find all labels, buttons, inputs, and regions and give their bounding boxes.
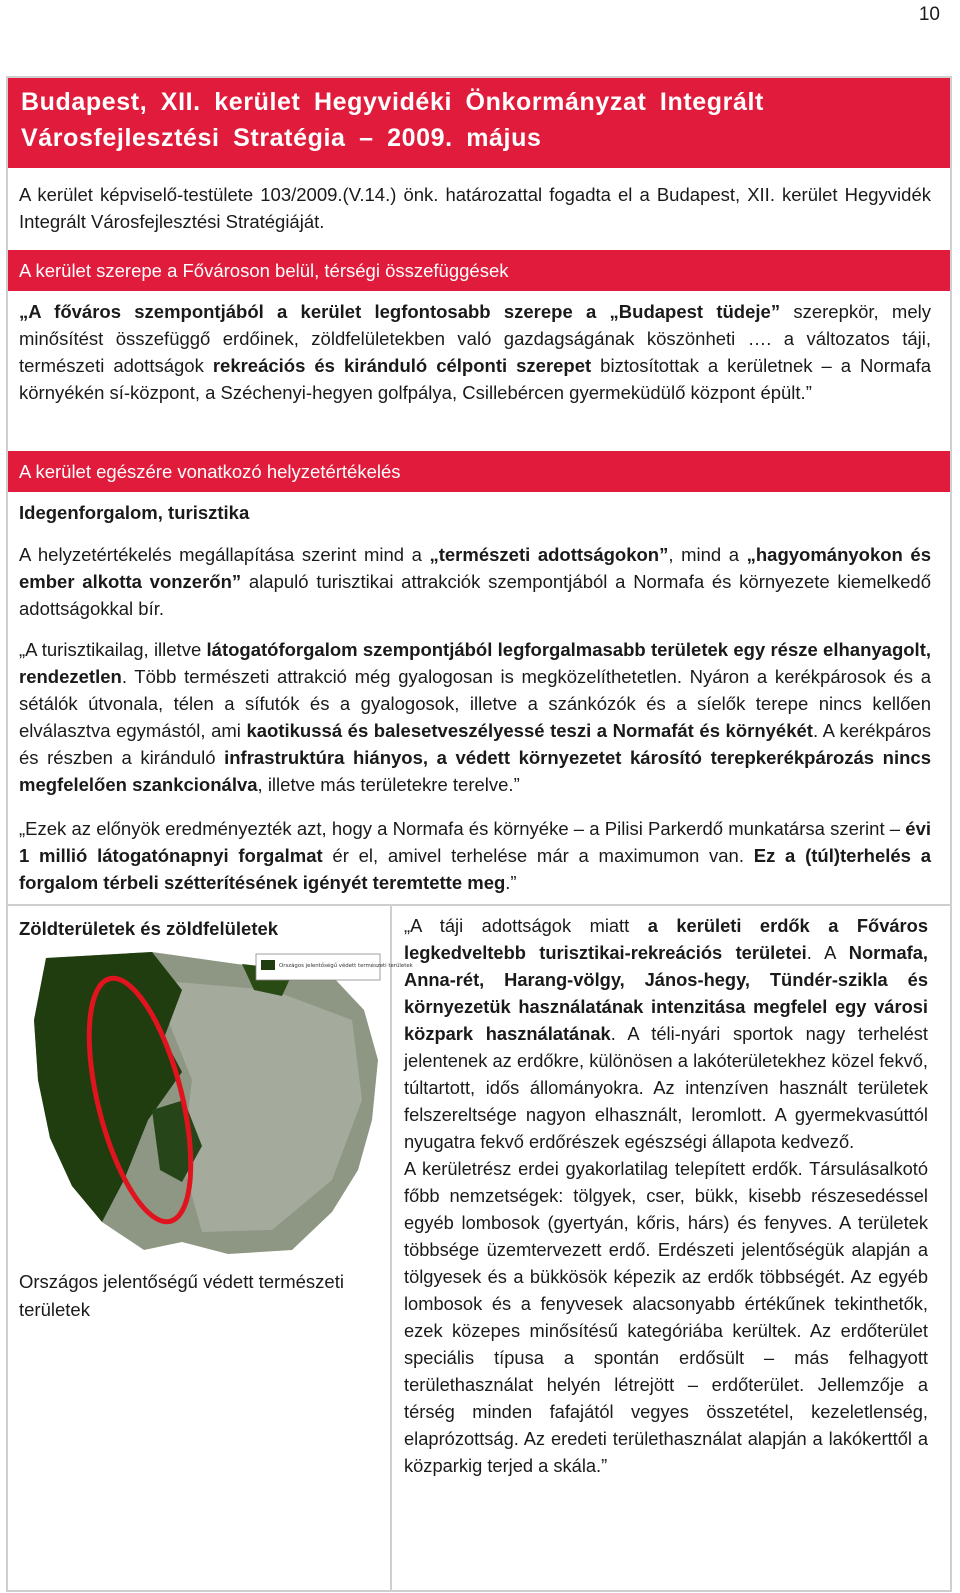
text-span: . A téli-nyári sportok nagy terhelést jelentenek az erdőkre, különösen a lakóterületekhez közel fekvő, túltartott, idős állományokra. Az intenzíven használt területek felszereltsége nagyon elhasznált, leromlott. A gyermekvasúttól nyugatra fekvő erdőrészek egészségi állapota kedvező. [404, 1023, 928, 1152]
text-span: alapuló turisztikai attrakciók szempontjából a Normafa és környezete kiemelkedő adottságokkal bír. [19, 571, 931, 619]
text-span: szerepkör, mely minősítést összefüggő erdőinek, zöldfelületekben való gazdagságának köszönheti …. a változatos táji, természeti adottságok [19, 301, 931, 376]
text-span: „A turisztikailag, illetve [19, 639, 207, 660]
text-bold: látogatóforgalom szempontjából legforgalmasabb területek egy része elhanyagolt, rendezetlen [19, 639, 931, 687]
text-span: ér el, amivel terhelése már a maximumon van. [322, 845, 754, 866]
subheading-tourism: Idegenforgalom, turisztika [19, 502, 250, 523]
page-number: 10 [918, 4, 940, 25]
legend-text: Országos jelentőségű védett természeti területek [279, 963, 413, 969]
tourism-paragraph-3 [19, 815, 931, 896]
text-span: . Több természeti attrakció még gyalogosan is megközelíthetetlen. Nyáron a kerékpárosok és a sétálók útvonala, télen a sífutók és a gyalogosok, illetve a szánkózók és a síelők terepe nincs kellően elválasztva egymástól, ami [19, 666, 931, 741]
text-span: . A [806, 942, 849, 963]
text-bold: „A főváros szempontjából a kerület legfontosabb szerepe a „Budapest tüdeje” [19, 301, 781, 322]
tourism-paragraph-2 [19, 636, 931, 798]
text-bold: „természeti adottságokon” [429, 544, 669, 565]
intro-paragraph: A kerület képviselő-testülete 103/2009.(V.14.) önk. határozattal fogadta el a Budapest, XII. kerület Hegyvidék Integrált Városfejlesztési Stratégiáját. [19, 184, 931, 232]
text-bold: infrastruktúra hiányos, a védett környezetet károsító terepkerékpározás nincs megfelelően szankcionálva [19, 747, 931, 795]
column-divider [390, 906, 392, 1592]
forest-description [404, 912, 928, 1479]
text-span: A kerületrész erdei gyakorlatilag telepített erdők. Társulásalkotó főbb nemzetségek: tölgyek, cser, bükk, kisebb részesedéssel egyéb lombosok (gyertyán, kőris, hárs) és fenyves. A területek többsége üzemtervezett erdő. Erdészeti jelentőségük alapján a tölgyesek és a bükkösök képezik az erdők többségét. Az egyéb lombosok és a fenyvesek alacsonyabb értékűnek tekinthetők, ezek közepes minősítésű kategóriába kerültek. Az erdőterület speciális típusa a spontán erdősült – más felhagyott területhasználat helyén létrejött – erdőterület. Jellemzője a térség minden fafajától vegyes összetétel, kezeletlenség, elaprózottság. Az eredeti területhasználat alapján a lakókerttől a közparkig terjed a skála.” [404, 1158, 928, 1476]
text-span: biztosítottak a kerületnek – a Normafa környékén sí-központ, a Széchenyi-hegyen golfpálya, Csillebércen gyermeküdülő központ épült.” [19, 355, 931, 403]
text-span: A helyzetértékelés megállapítása szerint mind a [19, 544, 430, 565]
text-span: .” [505, 872, 517, 893]
subheading-green-areas: Zöldterületek és zöldfelületek [19, 918, 279, 939]
section-heading-assessment: A kerület egészére vonatkozó helyzetértékelés [19, 461, 401, 482]
text-bold: Normafa, Anna-rét, Harang-völgy, János-hegy, Tündér-szikla és környezetük használatának intenzitása megfelel egy városi közpark használatának [404, 942, 928, 1044]
tourism-paragraph-1 [19, 541, 931, 622]
map-caption: Országos jelentőségű védett természeti területek [19, 1271, 344, 1320]
text-span: , mind a [668, 544, 747, 565]
text-bold: évi 1 millió látogatónapnyi forgalmat [19, 818, 931, 866]
text-span: . A kerékpáros és részben a kiránduló [19, 720, 932, 768]
text-bold: a kerületi erdők a Főváros legkedveltebb turisztikai-rekreációs területei [404, 915, 928, 963]
text-span: „Ezek az előnyök eredményezték azt, hogy a Normafa és környéke – a Pilisi Parkerdő munkatársa szerint – [19, 818, 906, 839]
text-span: , illetve más területekre terelve.” [257, 774, 520, 795]
text-span: „A táji adottságok miatt [404, 915, 648, 936]
text-bold: rekreációs és kiránduló célponti szerepet [212, 355, 592, 376]
text-bold: kaotikussá és balesetveszélyessé teszi a Normafát és környékét [246, 720, 813, 741]
protected-areas-map [32, 950, 413, 1260]
horizontal-divider [8, 904, 950, 906]
document-title: Budapest, XII. kerület Hegyvidéki Önkormányzat Integrált Városfejlesztési Stratégia – 2009. május [21, 88, 764, 152]
text-bold: „hagyományokon és ember alkotta vonzerőn” [19, 544, 932, 592]
section-heading-role: A kerület szerepe a Fővároson belül, térségi összefüggések [19, 260, 509, 281]
text-bold: Ez a (túl)terhelés a forgalom térbeli szétterítésének igényét teremtette meg [19, 845, 931, 893]
role-paragraph [19, 298, 931, 406]
legend-swatch [261, 960, 275, 970]
